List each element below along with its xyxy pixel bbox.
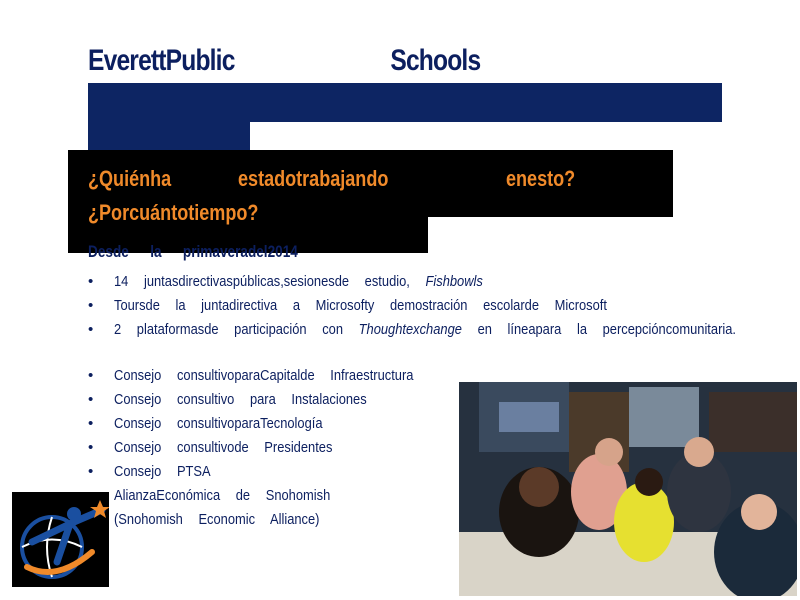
list-item: • 14 juntasdirectivaspúblicas,sesionesde estudio, Fishbowls bbox=[88, 270, 738, 294]
question-2: ¿Porcuántotiempo? bbox=[88, 200, 259, 225]
list-item: • Consejo consultivoparaTecnología bbox=[88, 412, 738, 436]
slide-title bbox=[88, 44, 480, 78]
list-item: • Toursde la juntadirectiva a Microsofty demostración escolarde Microsoft bbox=[88, 294, 738, 318]
title-word-2: Schools bbox=[390, 44, 481, 77]
question-1-part-1: ¿Quiénha bbox=[88, 166, 172, 191]
meeting-photo-icon bbox=[459, 382, 797, 596]
district-logo bbox=[12, 492, 109, 587]
title-word-1: EverettPublic bbox=[88, 44, 235, 77]
question-1-part-3: enesto? bbox=[506, 166, 576, 191]
since-heading: Desde la primaveradel2014 bbox=[88, 242, 298, 261]
header-bar bbox=[88, 83, 722, 122]
question-1-part-2: estadotrabajando bbox=[238, 166, 389, 191]
star-figure-logo-icon bbox=[12, 492, 109, 587]
list-item: • Consejo consultivoparaCapitalde Infraestructura bbox=[88, 364, 738, 388]
meeting-photo bbox=[459, 382, 797, 596]
list-item: • 2 plataformasde participación con Thoughtexchange en líneapara la percepcióncomunitaria. bbox=[88, 318, 738, 364]
list-item: AlianzaEconómica de Snohomish (Snohomish Economic Alliance) bbox=[114, 487, 331, 528]
list-item: • Consejo PTSA bbox=[88, 460, 738, 484]
list-item: • Consejo consultivo para Instalaciones bbox=[88, 388, 738, 412]
list-item: • Consejo consultivode Presidentes bbox=[88, 436, 738, 460]
header-bar-tab bbox=[88, 122, 250, 150]
